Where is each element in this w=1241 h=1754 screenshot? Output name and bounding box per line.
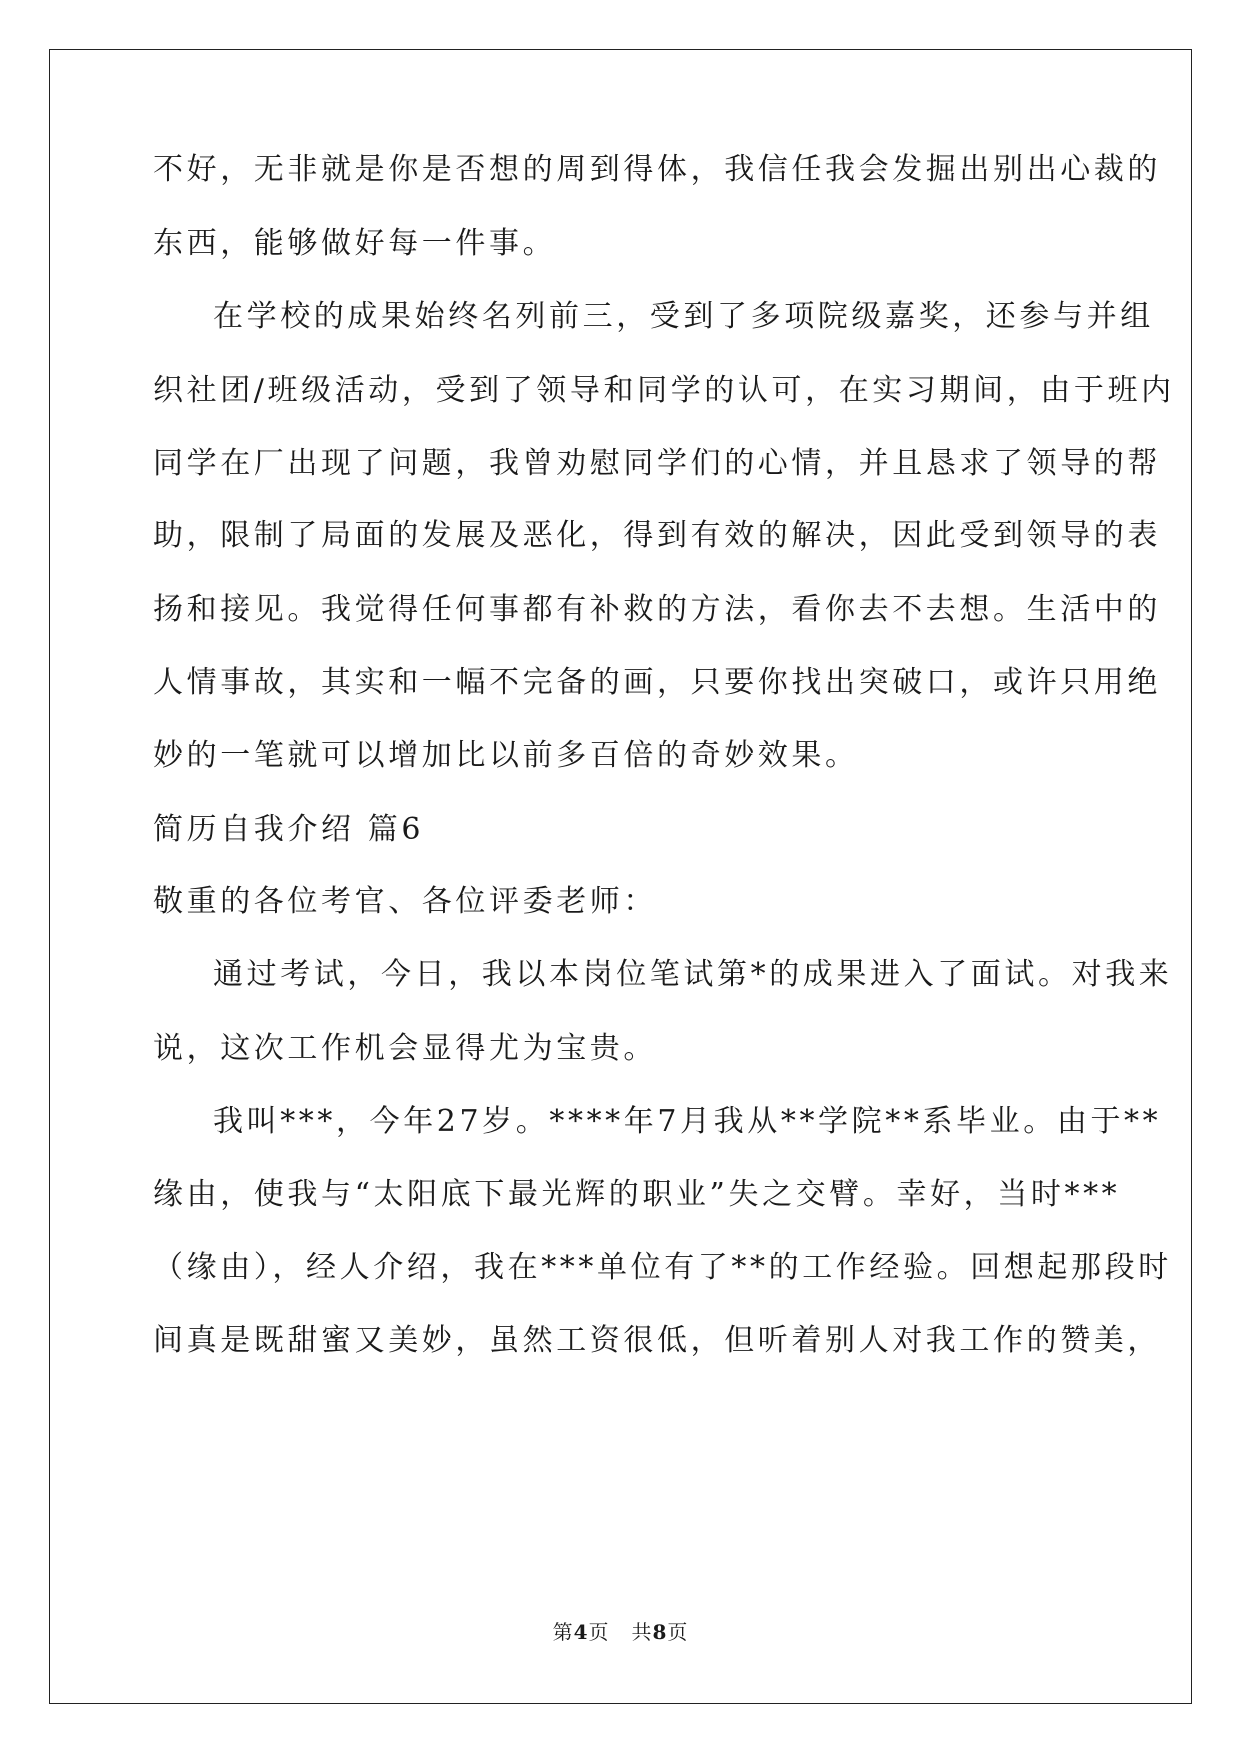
page-border (49, 49, 1192, 1704)
salutation-line: 敬重的各位考官、各位评委老师： (153, 884, 657, 919)
footer-page-prefix: 第 (552, 1620, 574, 1644)
body-line: 缘由，使我与“太阳底下最光辉的职业”失之交臂。幸好，当时*** (153, 1177, 1121, 1212)
body-line: 东西，能够做好每一件事。 (153, 226, 557, 261)
body-line: 同学在厂出现了问题，我曾劝慰同学们的心情，并且恳求了领导的帮 (153, 446, 1161, 481)
body-line: 妙的一笔就可以增加比以前多百倍的奇妙效果。 (153, 738, 859, 773)
body-line: 不好，无非就是你是否想的周到得体，我信任我会发掘出别出心裁的 (153, 152, 1161, 187)
body-line: 助，限制了局面的发展及恶化，得到有效的解决，因此受到领导的表 (153, 518, 1161, 553)
footer-total-prefix: 共 (631, 1620, 653, 1644)
section-heading: 简历自我介绍 篇6 (153, 812, 425, 847)
body-line: 间真是既甜蜜又美妙，虽然工资很低，但听着别人对我工作的赞美， (153, 1323, 1161, 1358)
body-line: 扬和接见。我觉得任何事都有补救的方法，看你去不去想。生活中的 (153, 592, 1161, 627)
paragraph-start-line: 通过考试，今日，我以本岗位笔试第*的成果进入了面试。对我来 (213, 957, 1173, 992)
footer-total-unit: 页 (667, 1620, 689, 1644)
footer-page-unit: 页 (588, 1620, 610, 1644)
footer-page-current: 4 (573, 1620, 589, 1644)
page-footer (0, 1620, 1241, 1644)
paragraph-start-line: 我叫***，今年27岁。****年7月我从**学院**系毕业。由于** (213, 1104, 1162, 1139)
body-line: 说，这次工作机会显得尤为宝贵。 (153, 1031, 657, 1066)
body-line: 人情事故，其实和一幅不完备的画，只要你找出突破口，或许只用绝 (153, 665, 1161, 700)
body-line: （缘由），经人介绍，我在***单位有了**的工作经验。回想起那段时 (153, 1250, 1172, 1285)
body-line: 织社团/班级活动，受到了领导和同学的认可，在实习期间，由于班内 (153, 373, 1175, 408)
footer-page-total: 8 (652, 1620, 668, 1644)
paragraph-start-line: 在学校的成果始终名列前三，受到了多项院级嘉奖，还参与并组 (213, 299, 1154, 334)
